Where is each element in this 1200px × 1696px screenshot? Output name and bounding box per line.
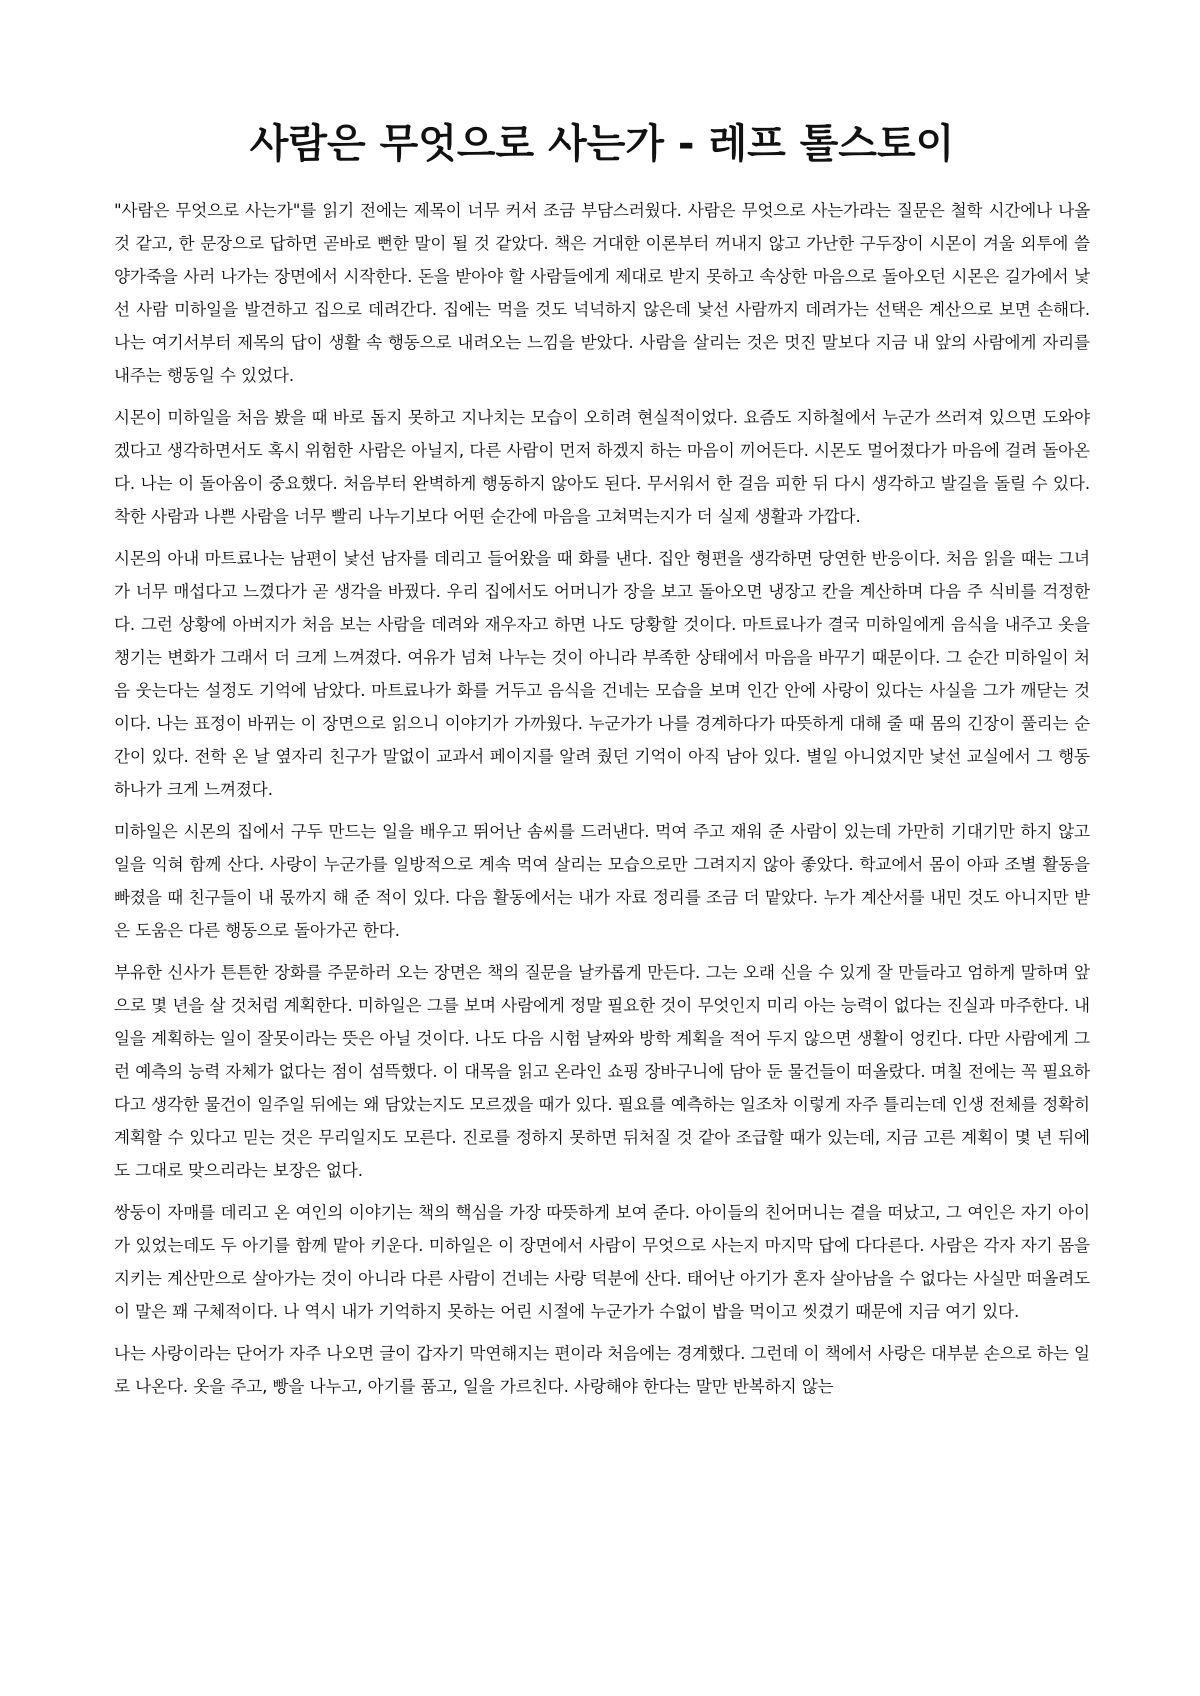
document-title: 사람은 무엇으로 사는가 - 레프 톨스토이 [249,121,955,167]
paragraph-1: "사람은 무엇으로 사는가"를 읽기 전에는 제목이 너무 커서 조금 부담스러웠다. 사람은 무엇으로 사는가라는 질문은 철학 시간에나 나올 것 같고, 한 문장으로 답하면 곧바로 뻔한 말이 될 것 같았다. 책은 거대한 이론부터 꺼내지 않고 가난한 구두장이 시몬이 겨울 외투에 쓸 양가죽을 사러 나가는 장면에서 시작한다. 돈을 받아야 할 사람들에게 제대로 받지 못하고 속상한 마음으로 돌아오던 시몬은 길가에서 낯선 사람 미하일을 발견하고 집으로 데려간다. 집에는 먹을 것도 넉넉하지 않은데 낯선 사람까지 데려가는 선택은 계산으로 보면 손해다. 나는 여기서부터 제목의 답이 생활 속 행동으로 내려오는 느낌을 받았다. 사람을 살리는 것은 멋진 말보다 지금 내 앞의 사람에게 자리를 내주는 행동일 수 있었다. [114,201,1090,385]
essay-body [114,194,1090,1403]
paragraph-7: 나는 사랑이라는 단어가 자주 나오면 글이 갑자기 막연해지는 편이라 처음에는 경계했다. 그런데 이 책에서 사랑은 대부분 손으로 하는 일로 나온다. 옷을 주고, 빵을 나누고, 아기를 품고, 일을 가르친다. 사랑해야 한다는 말만 반복하지 않는 [114,1344,1090,1396]
paragraph-3: 시몬의 아내 마트료나는 남편이 낯선 남자를 데리고 들어왔을 때 화를 낸다. 집안 형편을 생각하면 당연한 반응이다. 처음 읽을 때는 그녀가 너무 매섭다고 느꼈다가 곧 생각을 바꿨다. 우리 집에서도 어머니가 장을 보고 돌아오면 냉장고 칸을 계산하며 다음 주 식비를 걱정한다. 그런 상황에 아버지가 처음 보는 사람을 데려와 재우자고 하면 나도 당황할 것이다. 마트료나가 결국 미하일에게 음식을 내주고 옷을 챙기는 변화가 그래서 더 크게 느껴졌다. 여유가 넘쳐 나누는 것이 아니라 부족한 상태에서 마음을 바꾸기 때문이다. 그 순간 미하일이 처음 웃는다는 설정도 기억에 남았다. 마트료나가 화를 거두고 음식을 건네는 모습을 보며 인간 안에 사랑이 있다는 사실을 그가 깨닫는 것이다. 나는 표정이 바뀌는 이 장면으로 읽으니 이야기가 가까웠다. 누군가가 나를 경계하다가 따뜻하게 대해 줄 때 몸의 긴장이 풀리는 순간이 있다. 전학 온 날 옆자리 친구가 말없이 교과서 페이지를 알려 줬던 기억이 아직 남아 있다. 별일 아니었지만 낯선 교실에서 그 행동 하나가 크게 느껴졌다. [114,549,1090,799]
paragraph-2: 시몬이 미하일을 처음 봤을 때 바로 돕지 못하고 지나치는 모습이 오히려 현실적이었다. 요즘도 지하철에서 누군가 쓰러져 있으면 도와야겠다고 생각하면서도 혹시 위험한 사람은 아닐지, 다른 사람이 먼저 하겠지 하는 마음이 끼어든다. 시몬도 멀어졌다가 마음에 걸려 돌아온다. 나는 이 돌아옴이 중요했다. 처음부터 완벽하게 행동하지 않아도 된다. 무서워서 한 걸음 피한 뒤 다시 생각하고 발길을 돌릴 수 있다. 착한 사람과 나쁜 사람을 너무 빨리 나누기보다 어떤 순간에 마음을 고쳐먹는지가 더 실제 생활과 가깝다. [114,408,1090,526]
paragraph-5: 부유한 신사가 튼튼한 장화를 주문하러 오는 장면은 책의 질문을 날카롭게 만든다. 그는 오래 신을 수 있게 잘 만들라고 엄하게 말하며 앞으로 몇 년을 살 것처럼 계획한다. 미하일은 그를 보며 사람에게 정말 필요한 것이 무엇인지 미리 아는 능력이 없다는 진실과 마주한다. 내일을 계획하는 일이 잘못이라는 뜻은 아닐 것이다. 나도 다음 시험 날짜와 방학 계획을 적어 두지 않으면 생활이 엉킨다. 다만 사람에게 그런 예측의 능력 자체가 없다는 점이 섬뜩했다. 이 대목을 읽고 온라인 쇼핑 장바구니에 담아 둔 물건들이 떠올랐다. 며칠 전에는 꼭 필요하다고 생각한 물건이 일주일 뒤에는 왜 담았는지도 모르겠을 때가 있다. 필요를 예측하는 일조차 이렇게 자주 틀리는데 인생 전체를 정확히 계획할 수 있다고 믿는 것은 무리일지도 모른다. 진로를 정하지 못하면 뒤처질 것 같아 조급할 때가 있는데, 지금 고른 계획이 몇 년 뒤에도 그대로 맞으리라는 보장은 없다. [114,963,1090,1180]
paragraph-4: 미하일은 시몬의 집에서 구두 만드는 일을 배우고 뛰어난 솜씨를 드러낸다. 먹여 주고 재워 준 사람이 있는데 가만히 기대기만 하지 않고 일을 익혀 함께 산다. 사랑이 누군가를 일방적으로 계속 먹여 살리는 모습으로만 그려지지 않아 좋았다. 학교에서 몸이 아파 조별 활동을 빠졌을 때 친구들이 내 몫까지 해 준 적이 있다. 다음 활동에서는 내가 자료 정리를 조금 더 맡았다. 누가 계산서를 내민 것도 아니지만 받은 도움은 다른 행동으로 돌아가곤 한다. [114,822,1090,940]
paragraph-6: 쌍둥이 자매를 데리고 온 여인의 이야기는 책의 핵심을 가장 따뜻하게 보여 준다. 아이들의 친어머니는 곁을 떠났고, 그 여인은 자기 아이가 있었는데도 두 아기를 함께 맡아 키운다. 미하일은 이 장면에서 사람이 무엇으로 사는지 마지막 답에 다다른다. 사람은 각자 자기 몸을 지키는 계산만으로 살아가는 것이 아니라 다른 사람이 건네는 사랑 덕분에 산다. 태어난 아기가 혼자 살아남을 수 없다는 사실만 떠올려도 이 말은 꽤 구체적이다. 나 역시 내가 기억하지 못하는 어린 시절에 누군가가 수없이 밥을 먹이고 씻겼기 때문에 지금 여기 있다. [114,1203,1090,1321]
